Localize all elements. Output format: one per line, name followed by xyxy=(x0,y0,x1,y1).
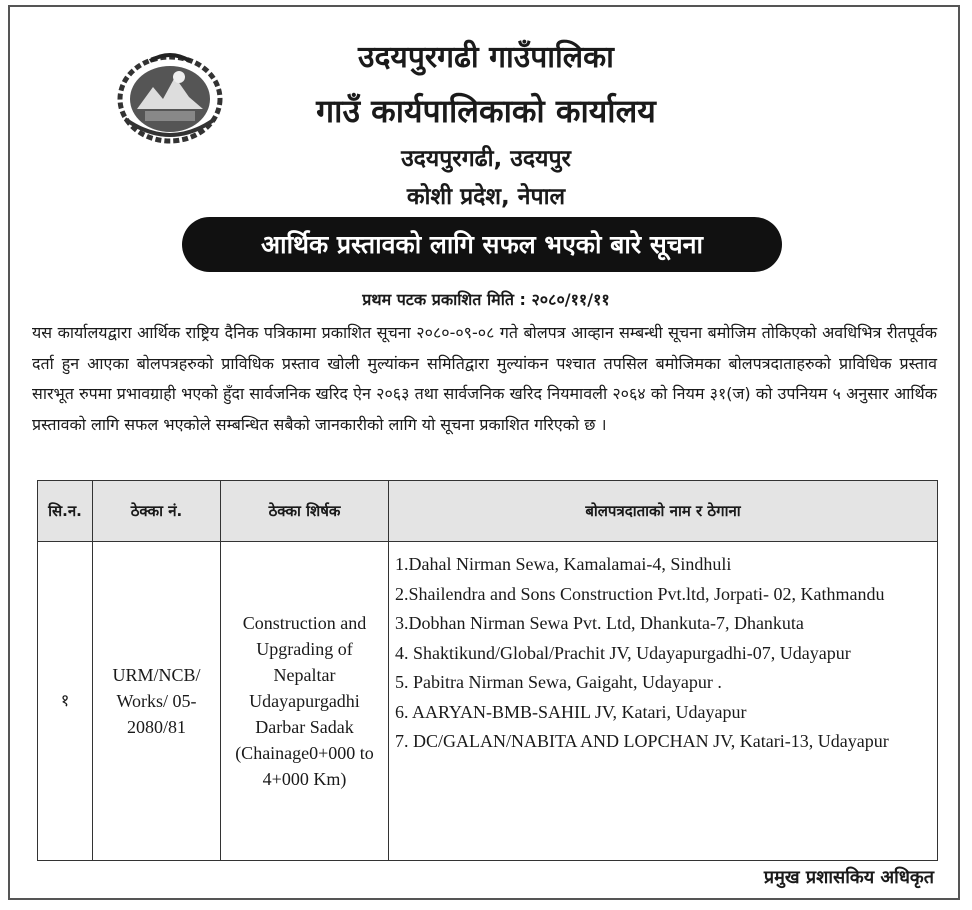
table-row xyxy=(38,542,938,861)
row-sn: १ xyxy=(38,542,93,861)
header-contract-no: ठेक्का नं. xyxy=(93,481,221,542)
notice-title-banner: आर्थिक प्रस्तावको लागि सफल भएको बारे सूचना xyxy=(182,217,782,272)
bidder-table xyxy=(37,480,938,861)
notice-body: यस कार्यालयद्वारा आर्थिक राष्ट्रिय दैनिक पत्रिकामा प्रकाशित सूचना २०८०-०९-०८ गते बोलपत्र आव्हान सम्बन्धी सूचना बमोजिम तोकिएको अवधिभित्र रीतपूर्वक दर्ता हुन आएका बोलपत्रहरुको प्राविधिक प्रस्ताव खोली मुल्यांकन समितिद्वारा मुल्यांकन पश्चात तपसिल बमोजिमका बोलपत्रदाताहरुको प्राविधिक प्रस्ताव सारभूत रुपमा प्रभावग्राही भएको हुँदा सार्वजनिक खरिद ऐन २०६३ तथा सार्वजनिक खरिद नियमावली २०६४ को नियम ३१(ज) को उपनियम ५ अनुसार आर्थिक प्रस्तावको लागि सफल भएकोले सम्बन्धित सबैको जानकारीको लागि यो सूचना प्रकाशित गरिएको छ । xyxy=(32,323,937,434)
header-sn: सि.न. xyxy=(38,481,93,542)
signatory-title: प्रमुख प्रशासकिय अधिकृत xyxy=(763,867,934,888)
row-contract-no: URM/NCB/ Works/ 05-2080/81 xyxy=(93,542,221,861)
province-country: कोशी प्रदेश, नेपाल xyxy=(406,184,566,210)
list-item: 3.Dobhan Nirman Sewa Pvt. Ltd, Dhankuta-7, Dhankuta xyxy=(395,613,804,633)
municipality-name: उदयपुरगढी गाउँपालिका xyxy=(358,40,614,75)
table-header-row xyxy=(38,481,938,542)
list-item: 1.Dahal Nirman Sewa, Kamalamai-4, Sindhuli xyxy=(395,554,732,574)
list-item: 2.Shailendra and Sons Construction Pvt.ltd, Jorpati- 02, Kathmandu xyxy=(395,583,885,604)
published-date: प्रथम पटक प्रकाशित मिति : २०८०/११/११ xyxy=(362,290,610,309)
office-name: गाउँ कार्यपालिकाको कार्यालय xyxy=(316,92,656,130)
list-item: 4. Shaktikund/Global/Prachit JV, Udayapurgadhi-07, Udayapur xyxy=(395,642,851,663)
row-contract-title: Construction and Upgrading of Nepaltar Udayapurgadhi Darbar Sadak (Chainage0+000 to 4+000 Km) xyxy=(221,542,389,861)
header-bidder: बोलपत्रदाताको नाम र ठेगाना xyxy=(389,481,938,542)
list-item: 5. Pabitra Nirman Sewa, Gaigaht, Udayapur . xyxy=(395,672,722,692)
row-bidders xyxy=(389,542,938,861)
list-item: 6. AARYAN-BMB-SAHIL JV, Katari, Udayapur xyxy=(395,701,747,722)
list-item: 7. DC/GALAN/NABITA AND LOPCHAN JV, Katari-13, Udayapur xyxy=(395,731,889,751)
header-contract-title: ठेक्का शिर्षक xyxy=(221,481,389,542)
notice-page xyxy=(8,5,960,900)
office-address: उदयपुरगढी, उदयपुर xyxy=(401,146,571,172)
